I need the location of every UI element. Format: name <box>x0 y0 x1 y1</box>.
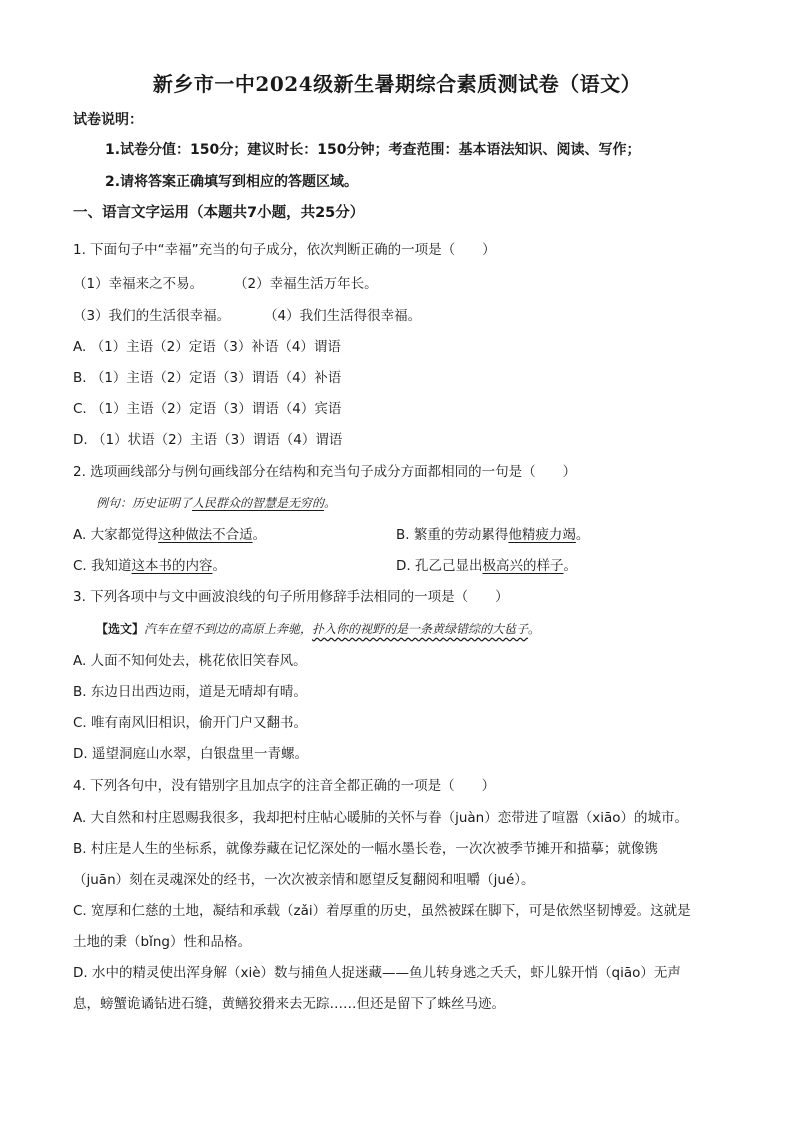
q4-option-d-line-1: D. 水中的精灵使出浑身解（xiè）数与捕鱼人捉迷藏——鱼儿转身逃之夭夭，虾儿躲开悄（qiāo）无声 <box>73 965 681 981</box>
q2-option-d-underlined: 极高兴的样子 <box>482 558 564 574</box>
q1-option-c: C. （1）主语（2）定语（3）谓语（4）宾语 <box>73 401 342 417</box>
q2-option-c-suffix: 。 <box>212 558 227 574</box>
q1-option-d: D. （1）状语（2）主语（3）谓语（4）谓语 <box>73 432 343 448</box>
q2-option-d <box>396 556 577 576</box>
q1-sentence-4: （4）我们生活得很幸福。 <box>264 308 422 324</box>
q2-option-b-prefix: B. 繁重的劳动累得 <box>396 527 509 543</box>
q2-option-c-prefix: C. 我知道 <box>73 558 132 574</box>
q2-example <box>96 493 336 513</box>
q1-option-b: B. （1）主语（2）定语（3）谓语（4）补语 <box>73 370 342 386</box>
q3-excerpt-suffix: 。 <box>528 622 541 636</box>
section-1-title: 一、语言文字运用（本题共7小题，共25分） <box>73 205 365 221</box>
q2-option-d-prefix: D. 孔乙己显出 <box>396 558 483 574</box>
instruction-item-1: 1.试卷分值：150分；建议时长：150分钟；考查范围：基本语法知识、阅读、写作； <box>105 142 641 158</box>
q4-option-b-line-2: （juān）刻在灵魂深处的经书，一次次被亲情和愿望反复翻阅和咀嚼（jué）。 <box>73 872 535 888</box>
q4-option-c-line-1: C. 宽厚和仁慈的土地，凝结和承载（zǎi）着厚重的历史，虽然被踩在脚下，可是依然坚韧博爱。这就是 <box>73 903 691 919</box>
q1-option-a: A. （1）主语（2）定语（3）补语（4）谓语 <box>73 339 341 355</box>
q3-excerpt-wavy: 扑入你的视野的是一条黄绿错综的大毡子 <box>312 622 529 636</box>
q1-stem: 1. 下面句子中“幸福”充当的句子成分，依次判断正确的一项是（ ） <box>73 242 496 258</box>
q2-option-b <box>396 525 589 545</box>
q1-sentence-3: （3）我们的生活很幸福。 <box>73 308 231 324</box>
q2-option-a-prefix: A. 大家都觉得 <box>73 527 159 543</box>
q2-option-c-underlined: 这本书的内容 <box>131 558 213 574</box>
q2-option-c <box>73 556 226 576</box>
q3-option-c: C. 唯有南风旧相识，偷开门户又翻书。 <box>73 715 308 731</box>
q4-option-a: A. 大自然和村庄恩赐我很多，我却把村庄帖心暖肺的关怀与眷（juàn）恋带进了喧嚣（xiāo）的城市。 <box>73 810 688 826</box>
q3-excerpt <box>96 619 540 639</box>
q2-option-b-suffix: 。 <box>575 527 590 543</box>
q3-option-b: B. 东边日出西边雨，道是无晴却有晴。 <box>73 684 307 700</box>
q2-option-b-underlined: 他精疲力竭 <box>508 527 576 543</box>
q2-example-suffix: 。 <box>324 496 337 510</box>
q2-option-a-underlined: 这种做法不合适 <box>158 527 253 543</box>
page-title: 新乡市一中2024级新生暑期综合素质测试卷（语文） <box>152 72 642 96</box>
q1-sentence-2: （2）幸福生活万年长。 <box>234 276 378 292</box>
q3-option-a: A. 人面不知何处去，桃花依旧笑春风。 <box>73 653 307 669</box>
instructions-heading: 试卷说明： <box>73 112 143 128</box>
q4-option-b-line-1: B. 村庄是人生的坐标系，就像券藏在记忆深处的一幅水墨长卷，一次次被季节摊开和描摹；就像镌 <box>73 841 658 857</box>
q2-stem: 2. 选项画线部分与例句画线部分在结构和充当句子成分方面都相同的一句是（ ） <box>73 464 577 480</box>
q3-stem: 3. 下列各项中与文中画波浪线的句子所用修辞手法相同的一项是（ ） <box>73 589 509 605</box>
q2-option-d-suffix: 。 <box>563 558 577 574</box>
q2-example-underlined: 人民群众的智慧是无穷的 <box>192 496 325 510</box>
q1-sentence-1: （1）幸福来之不易。 <box>73 276 204 292</box>
q3-excerpt-label: 【选文】 <box>96 622 145 636</box>
q4-option-d-line-2: 息，螃蟹诡谲钻进石缝，黄鳝狡猾来去无踪……但还是留下了蛛丝马迹。 <box>73 996 505 1012</box>
q2-option-a <box>73 525 266 545</box>
q4-stem: 4. 下列各句中，没有错别字且加点字的注音全都正确的一项是（ ） <box>73 778 496 794</box>
instruction-item-2: 2.请将答案正确填写到相应的答题区域。 <box>105 174 359 190</box>
q3-option-d: D. 遥望洞庭山水翠，白银盘里一青螺。 <box>73 746 308 762</box>
q3-excerpt-prefix: 汽车在望不到边的高原上奔驰， <box>144 622 313 636</box>
q2-option-a-suffix: 。 <box>252 527 267 543</box>
q4-option-c-line-2: 土地的秉（bǐng）性和品格。 <box>73 934 251 950</box>
q2-example-prefix: 例句：历史证明了 <box>96 496 193 510</box>
